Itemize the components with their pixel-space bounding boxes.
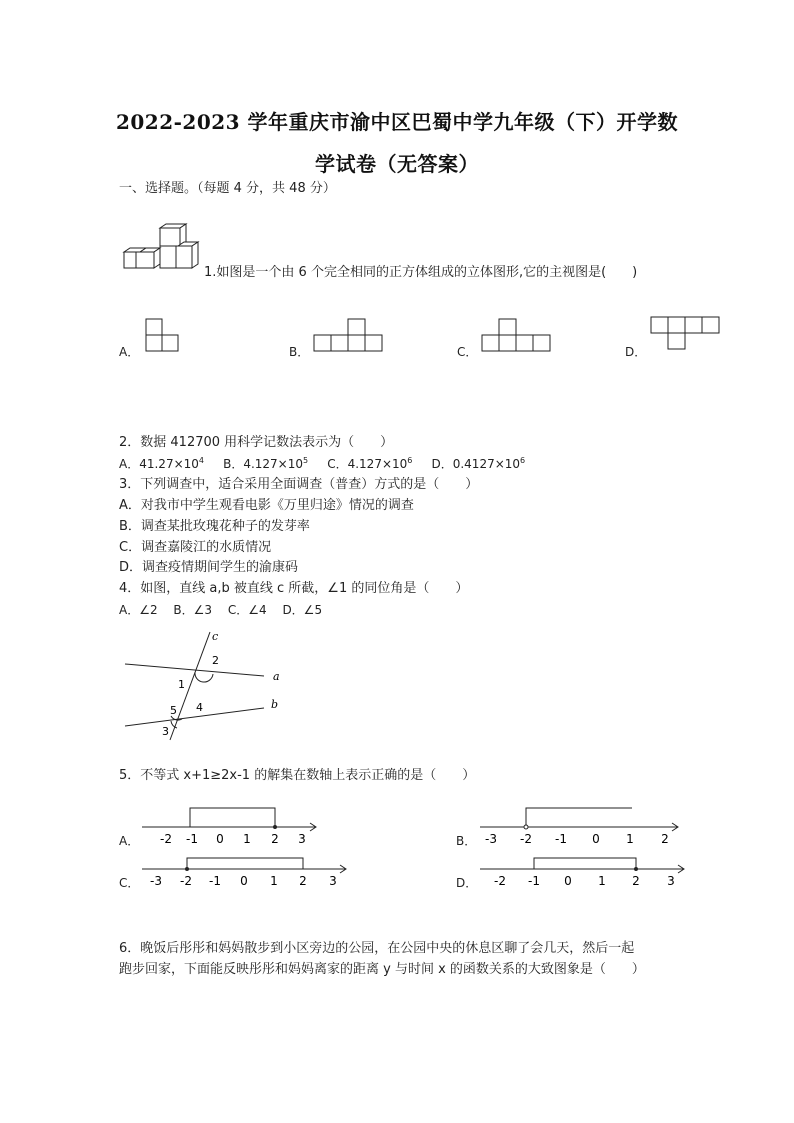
tick-label: -3 [485,832,497,846]
q3-option-d: D．调查疫情期间学生的渝康码 [119,560,299,575]
tick-label: -1 [528,874,540,888]
tick-label: 1 [598,874,606,888]
q5-option-d-numberline [476,850,691,892]
tick-label: 2 [661,832,669,846]
tick-label: 2 [271,832,279,846]
tick-label: 3 [329,874,337,888]
tick-label: -2 [520,832,532,846]
q6-stem-line2: 跑步回家，下面能反映彤彤和妈妈离家的距离 y 与时间 x 的函数关系的大致图象是（ ） [119,962,645,977]
tick-label: 0 [240,874,248,888]
tick-label: -2 [180,874,192,888]
cube-solid-figure [120,222,200,272]
q1-option-c-label: C． [457,345,478,359]
paper-title-line2: 学试卷（无答案） [315,152,479,176]
q6-stem-line1: 6．晚饭后彤彤和妈妈散步到小区旁边的公园，在公园中央的休息区聊了会几天，然后一起 [119,941,635,956]
q5-option-c-label: C． [119,876,140,890]
tick-label: 1 [626,832,634,846]
q5-option-a-numberline [138,805,323,847]
q4-stem: 4．如图，直线 a,b 被直线 c 所截，∠1 的同位角是（ ） [119,581,469,596]
q5-option-a-label: A． [119,834,140,848]
q4-lines-figure [118,628,298,743]
q2-option-a: A．$41.27\times 10^4$ [119,456,204,471]
q5-option-b-numberline [476,805,686,847]
q3-option-b: B．调查某批玫瑰花种子的发芽率 [119,519,310,534]
angle-1-label: 1 [178,678,185,691]
q1-option-d-label: D． [625,345,647,359]
line-b-label: b [271,698,279,711]
tick-label: -2 [494,874,506,888]
q1-option-b-label: B． [289,345,310,359]
paper-title-line1: 2022-2023 学年重庆市渝中区巴蜀中学九年级（下）开学数 [115,110,679,134]
q4-options: A．∠2 B．∠3 C．∠4 D．∠5 [119,603,323,617]
tick-label: 2 [632,874,640,888]
q2-stem: 2．数据 412700 用科学记数法表示为（ ） [119,435,394,450]
tick-label: -1 [209,874,221,888]
tick-label: -1 [186,832,198,846]
q5-stem: 5．不等式 x+1≥2x-1 的解集在数轴上表示正确的是（ ） [119,768,476,783]
q5-option-c-numberline [138,850,353,892]
q1-option-b-figure [313,318,385,354]
tick-label: 3 [667,874,675,888]
tick-label: -1 [555,832,567,846]
angle-5-label: 5 [170,704,177,717]
tick-label: 2 [299,874,307,888]
q2-options [119,455,525,473]
line-a-label: a [273,670,280,683]
q1-stem: 1.如图是一个由 6 个完全相同的正方体组成的立体图形,它的主视图是( ) [204,265,638,280]
line-c-label: c [212,630,219,643]
q2-option-c: C．$4.127\times 10^6$ [327,456,413,471]
q3-option-a: A．对我市中学生观看电影《万里归途》情况的调查 [119,498,414,513]
angle-2-label: 2 [212,654,219,667]
q3-stem: 3．下列调查中，适合采用全面调查（普查）方式的是（ ） [119,477,479,492]
tick-label: 1 [270,874,278,888]
q1-option-a-label: A． [119,345,140,359]
angle-4-label: 4 [196,701,203,714]
q3-option-c: C．调查嘉陵江的水质情况 [119,540,272,555]
q1-option-d-figure [650,316,722,352]
q2-option-d: D．$0.4127\times 10^6$ [431,456,526,471]
angle-3-label: 3 [162,725,169,738]
tick-label: 3 [298,832,306,846]
q5-option-b-label: B． [456,834,477,848]
q2-option-b: B．$4.127\times 10^5$ [223,456,309,471]
tick-label: -2 [160,832,172,846]
tick-label: 0 [216,832,224,846]
tick-label: 0 [564,874,572,888]
tick-label: 1 [243,832,251,846]
section-heading: 一、选择题。（每题 4 分，共 48 分） [119,181,336,196]
tick-label: 0 [592,832,600,846]
q5-option-d-label: D． [456,876,478,890]
q1-option-a-figure [145,318,181,354]
tick-label: -3 [150,874,162,888]
q1-option-c-figure [481,318,553,354]
